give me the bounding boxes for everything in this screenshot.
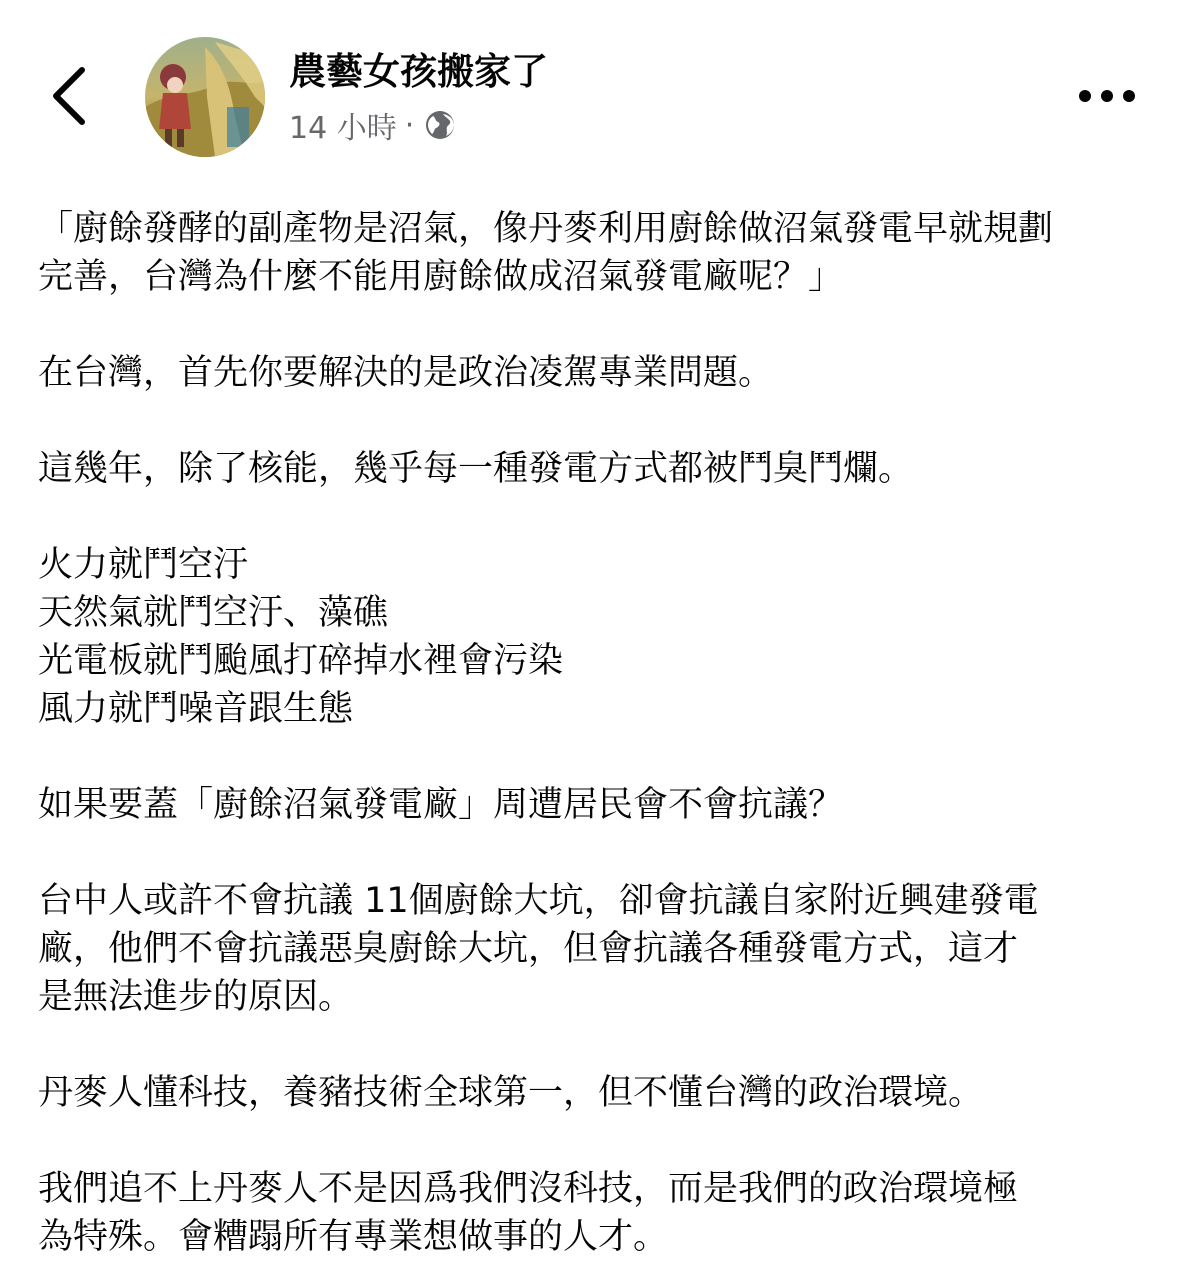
post-timestamp[interactable]: 14 小時 <box>289 111 397 146</box>
more-options-button[interactable] <box>1072 78 1142 114</box>
post-text <box>38 205 1153 1261</box>
chevron-left-icon <box>40 58 100 134</box>
post-meta <box>289 104 456 146</box>
meta-separator: · <box>404 107 415 143</box>
paragraph-taichung: 台中人或許不會抗議 11個廚餘大坑，卻會抗議自家附近興建發電 廠，他們不會抗議惡臭廚餘大坑，但會抗議各種發電方式，這才 是無法進步的原因。 <box>38 881 1039 1017</box>
globe-icon[interactable] <box>424 109 456 141</box>
paragraph-question: 如果要蓋「廚餘沼氣發電廠」周遭居民會不會抗議？ <box>38 785 844 825</box>
paragraph-recent-years: 這幾年，除了核能，幾乎每一種發電方式都被鬥臭鬥爛。 <box>38 449 914 489</box>
back-button[interactable] <box>40 58 100 134</box>
paragraph-power-list: 火力就鬥空汙 天然氣就鬥空汙、藻礁 光電板就鬥颱風打碎掉水裡會污染 風力就鬥噪音跟生態 <box>38 545 564 729</box>
more-horizontal-icon <box>1072 78 1142 114</box>
paragraph-politics: 在台灣，首先你要解決的是政治凌駕專業問題。 <box>38 353 774 393</box>
paragraph-quote: 「廚餘發酵的副產物是沼氣，像丹麥利用廚餘做沼氣發電早就規劃 完善，台灣為什麼不能用廚餘做成沼氣發電廠呢？」 <box>38 209 1054 297</box>
author-avatar[interactable] <box>145 37 265 157</box>
paragraph-denmark: 丹麥人懂科技，養豬技術全球第一，但不懂台灣的政治環境。 <box>38 1073 984 1113</box>
post-header <box>0 0 1179 180</box>
paragraph-conclusion: 我們追不上丹麥人不是因爲我們沒科技，而是我們的政治環境極 為特殊。會糟蹋所有專業想做事的人才。 <box>38 1169 1019 1257</box>
author-name[interactable]: 農藝女孩搬家了 <box>289 50 548 93</box>
